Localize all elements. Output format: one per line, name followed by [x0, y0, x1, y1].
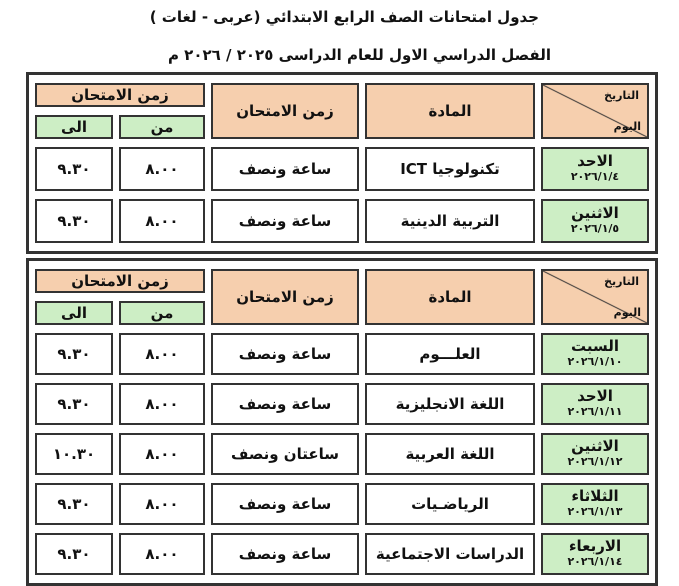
duration: ساعة ونصف: [211, 147, 359, 191]
day-date-cell: [541, 383, 649, 425]
subject-header: المادة: [365, 269, 535, 325]
day: الاثنين: [571, 437, 619, 455]
day: الاثنين: [571, 204, 619, 222]
from-header: من: [119, 115, 205, 139]
subject-header: المادة: [365, 83, 535, 139]
day-date-cell: [541, 147, 649, 191]
date: ٢٠٢٦/١/١١: [567, 405, 623, 418]
date-header: التاريخ: [604, 275, 639, 288]
subject: الرياضـيات: [365, 483, 535, 525]
to-time: ٩.٣٠: [35, 147, 113, 191]
date: ٢٠٢٦/١/١٢: [567, 455, 623, 468]
from-header: من: [119, 301, 205, 325]
from-time: ٨.٠٠: [119, 333, 205, 375]
to-time: ٩.٣٠: [35, 533, 113, 575]
duration: ساعة ونصف: [211, 533, 359, 575]
date-header: التاريخ: [604, 89, 639, 102]
subject: اللغة العربية: [365, 433, 535, 475]
duration-header: زمن الامتحان: [211, 83, 359, 139]
duration: ساعة ونصف: [211, 333, 359, 375]
date: ٢٠٢٦/١/١٠: [567, 355, 623, 368]
to-header: الى: [35, 115, 113, 139]
table-row: [35, 383, 649, 425]
table-row: [35, 483, 649, 525]
date: ٢٠٢٦/١/٥: [570, 222, 620, 235]
date: ٢٠٢٦/١/١٣: [567, 505, 623, 518]
table-row: [35, 433, 649, 475]
duration-header: زمن الامتحان: [211, 269, 359, 325]
exam-table-2: [26, 258, 658, 586]
day: الاحد: [577, 152, 613, 170]
date-day-header: [541, 83, 649, 139]
date: ٢٠٢٦/١/٤: [570, 170, 620, 183]
table-row: [35, 199, 649, 243]
to-time: ٩.٣٠: [35, 333, 113, 375]
to-header: الى: [35, 301, 113, 325]
time-group-header: زمن الامتحان: [35, 83, 205, 107]
day-date-cell: [541, 433, 649, 475]
subject: اللغة الانجليزية: [365, 383, 535, 425]
table-row: [35, 333, 649, 375]
duration: ساعة ونصف: [211, 483, 359, 525]
subject: العلـــوم: [365, 333, 535, 375]
subject: تكنولوجيا ICT: [365, 147, 535, 191]
day: السبت: [570, 337, 620, 355]
from-time: ٨.٠٠: [119, 533, 205, 575]
day: الاربعاء: [568, 537, 622, 555]
day-date-cell: [541, 483, 649, 525]
to-time: ٩.٣٠: [35, 483, 113, 525]
day-header: اليوم: [613, 120, 641, 133]
subject: التربية الدينية: [365, 199, 535, 243]
day-date-cell: [541, 199, 649, 243]
day: الاحد: [577, 387, 613, 405]
table-row: [35, 533, 649, 575]
from-time: ٨.٠٠: [119, 383, 205, 425]
duration: ساعة ونصف: [211, 383, 359, 425]
day-header: اليوم: [613, 306, 641, 319]
to-time: ٩.٣٠: [35, 199, 113, 243]
table-row: [35, 147, 649, 191]
from-time: ٨.٠٠: [119, 433, 205, 475]
day: الثلاثاء: [571, 487, 619, 505]
duration: ساعتان ونصف: [211, 433, 359, 475]
from-time: ٨.٠٠: [119, 199, 205, 243]
day-date-cell: [541, 533, 649, 575]
to-time: ٩.٣٠: [35, 383, 113, 425]
day-date-cell: [541, 333, 649, 375]
from-time: ٨.٠٠: [119, 147, 205, 191]
subject: الدراسات الاجتماعية: [365, 533, 535, 575]
date: ٢٠٢٦/١/١٤: [567, 555, 623, 568]
to-time: ١٠.٣٠: [35, 433, 113, 475]
date-day-header: [541, 269, 649, 325]
from-time: ٨.٠٠: [119, 483, 205, 525]
document-subtitle: الفصل الدراسي الاول للعام الدراسى ٢٠٢٥ / ٢٠٢٦ م: [167, 46, 551, 64]
time-group-header: زمن الامتحان: [35, 269, 205, 293]
duration: ساعة ونصف: [211, 199, 359, 243]
document-title: جدول امتحانات الصف الرابع الابتدائي (عربى - لغات ): [149, 8, 539, 26]
exam-table-1: [26, 72, 658, 254]
